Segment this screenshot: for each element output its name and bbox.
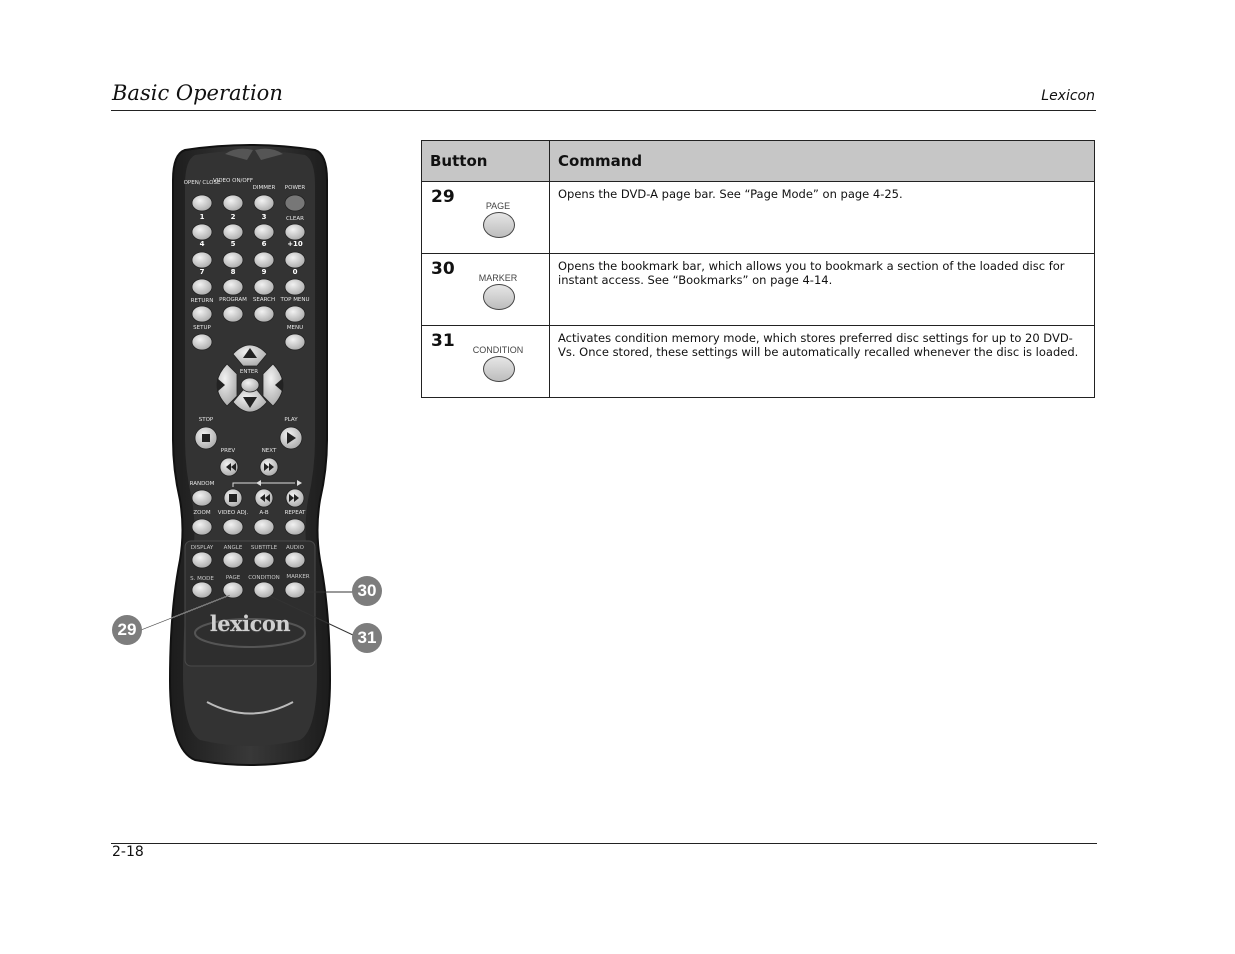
remote-illustration xyxy=(105,140,395,780)
callout-29: 29 xyxy=(112,615,142,645)
label-condition: CONDITION xyxy=(248,575,280,581)
label-menu: MENU xyxy=(286,325,304,331)
command-table xyxy=(421,140,1095,398)
command-description: Activates condition memory mode, which stores preferred disc settings for up to 20 DVD-Vs. Once stored, these settings will be automatically recalled whenever the disc is loaded. xyxy=(558,331,1079,359)
command-cell xyxy=(550,326,1095,398)
label-angle: ANGLE xyxy=(223,545,243,551)
button-caption: PAGE xyxy=(485,201,511,211)
row-number: 29 xyxy=(431,187,455,207)
callout-31: 31 xyxy=(352,623,382,653)
command-cell xyxy=(550,254,1095,326)
label-plus10: +10 xyxy=(287,240,303,248)
button-cell xyxy=(422,326,550,398)
label-zoom: ZOOM xyxy=(193,510,211,516)
callout-30: 30 xyxy=(352,576,382,606)
label-clear: CLEAR xyxy=(286,216,304,222)
label-0: 0 xyxy=(292,268,298,276)
table-header-row xyxy=(422,141,1095,182)
button-cell xyxy=(422,182,550,254)
page-number: 2-18 xyxy=(112,844,144,860)
label-prev: PREV xyxy=(220,448,236,454)
label-random: RANDOM xyxy=(189,481,215,487)
label-setup: SETUP xyxy=(193,325,211,331)
label-2: 2 xyxy=(230,213,236,221)
button-caption: CONDITION xyxy=(472,345,524,355)
label-5: 5 xyxy=(230,240,236,248)
label-9: 9 xyxy=(261,268,267,276)
column-header-command: Command xyxy=(550,141,1095,182)
marker-button-icon xyxy=(483,284,515,310)
label-s-mode: S. MODE xyxy=(190,576,214,582)
label-audio: AUDIO xyxy=(286,545,304,551)
label-display: DISPLAY xyxy=(190,545,214,551)
label-dimmer: DIMMER xyxy=(252,185,276,191)
footer-rule xyxy=(111,843,1097,844)
label-enter: ENTER xyxy=(239,369,259,375)
label-4: 4 xyxy=(199,240,205,248)
label-stop: STOP xyxy=(198,417,214,423)
command-cell xyxy=(550,182,1095,254)
condition-button-icon xyxy=(483,356,515,382)
label-power: POWER xyxy=(284,185,306,191)
page-title: Basic Operation xyxy=(112,81,283,105)
label-open-close: OPEN/ CLOSE xyxy=(183,180,221,186)
row-number: 31 xyxy=(431,331,455,351)
label-video-adj: VIDEO ADJ. xyxy=(217,510,249,516)
command-description: Opens the bookmark bar, which allows you to bookmark a section of the loaded disc for instant access. See “Bookmarks” on page 4-14. xyxy=(558,259,1065,287)
table-row xyxy=(422,326,1095,398)
label-subtitle: SUBTITLE xyxy=(250,545,278,551)
header-rule xyxy=(111,110,1096,111)
label-7: 7 xyxy=(199,268,205,276)
label-page: PAGE xyxy=(225,575,241,581)
label-return: RETURN xyxy=(190,298,214,304)
lexicon-logo: lexicon xyxy=(209,611,291,636)
label-6: 6 xyxy=(261,240,267,248)
label-marker: MARKER xyxy=(286,574,310,580)
label-3: 3 xyxy=(261,213,267,221)
label-play: PLAY xyxy=(284,417,298,423)
button-caption: MARKER xyxy=(478,273,518,283)
label-8: 8 xyxy=(230,268,236,276)
table-row xyxy=(422,254,1095,326)
page-button-icon xyxy=(483,212,515,238)
label-video-onoff: VIDEO ON/OFF xyxy=(212,178,254,184)
table-row xyxy=(422,182,1095,254)
button-cell xyxy=(422,254,550,326)
label-search: SEARCH xyxy=(252,297,276,303)
label-next: NEXT xyxy=(261,448,277,454)
column-header-button: Button xyxy=(422,141,550,182)
row-number: 30 xyxy=(431,259,455,279)
label-1: 1 xyxy=(199,213,205,221)
header-brand: Lexicon xyxy=(1041,88,1095,104)
label-ab: A-B xyxy=(259,510,269,516)
remote-body xyxy=(105,140,395,780)
label-repeat: REPEAT xyxy=(284,510,306,516)
label-program: PROGRAM xyxy=(219,297,247,303)
label-top-menu: TOP MENU xyxy=(280,297,310,303)
command-description: Opens the DVD-A page bar. See “Page Mode” on page 4-25. xyxy=(558,187,903,201)
